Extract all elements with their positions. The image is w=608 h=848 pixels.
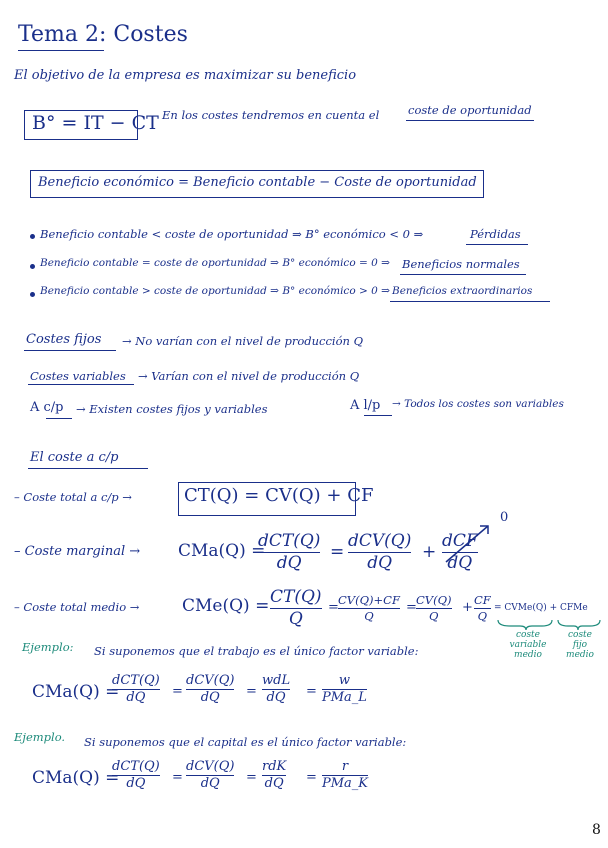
long-run-label: A l/p — [350, 398, 381, 413]
equals-sign: = — [330, 542, 345, 562]
average-end: = CVMe(Q) + CFMe — [494, 603, 588, 613]
example-2-frac-3 — [262, 760, 286, 792]
plus-sign: + — [462, 600, 473, 615]
bullet-3-underline — [390, 301, 550, 302]
equals-sign: = — [172, 770, 183, 785]
bullet-dot — [30, 234, 35, 239]
numerator: dCT(Q) — [112, 759, 160, 774]
denominator: Q — [477, 608, 488, 623]
equals-sign: = — [306, 684, 317, 699]
numerator: CT(Q) — [270, 587, 322, 607]
denominator: dQ — [200, 776, 220, 792]
average-lhs: CMe(Q) = — [182, 596, 270, 616]
numerator: rdK — [262, 759, 287, 774]
equals-sign: = — [172, 684, 183, 699]
bullet-2-underline — [400, 274, 526, 275]
example-2-frac-1 — [112, 760, 160, 792]
example-1-frac-3 — [262, 674, 290, 706]
example-1-frac-2 — [186, 674, 234, 706]
numerator: dCV(Q) — [186, 759, 235, 774]
numerator: dCF — [442, 531, 478, 551]
example-2-label: Ejemplo. — [14, 730, 66, 744]
marginal-zero: 0 — [500, 510, 509, 525]
denominator: dQ — [367, 552, 393, 573]
example-2-frac-4 — [322, 760, 368, 792]
average-cost-label: – Coste total medio → — [14, 600, 140, 614]
example-2-lhs: CMa(Q) = — [32, 768, 120, 788]
denominator: dQ — [447, 552, 473, 573]
numerator: wdL — [262, 673, 291, 688]
denominator: dQ — [266, 690, 286, 706]
b-formula: B° = IT − CT — [32, 112, 159, 134]
variable-costs-underline — [28, 384, 134, 385]
note-cfme: coste fijo medio — [566, 630, 594, 660]
short-run-underline — [46, 418, 72, 419]
denominator: dQ — [126, 776, 146, 792]
bullet-2-result: Beneficios normales — [402, 257, 520, 271]
marginal-frac-2 — [348, 532, 411, 572]
intro-text: El objetivo de la empresa es maximizar su beneficio — [14, 68, 357, 83]
note-cvme: coste variable medio — [509, 630, 547, 660]
example-2-frac-2 — [186, 760, 234, 792]
denominator: dQ — [200, 690, 220, 706]
fixed-costs-text: → No varían con el nivel de producción Q — [122, 334, 364, 348]
equals-sign: = — [246, 684, 257, 699]
bullet-2-text: Beneficio contable = coste de oportunidad ⇒ B° económico = 0 ⇒ — [40, 257, 390, 269]
numerator: r — [341, 759, 349, 774]
page-title: Tema 2: Costes — [18, 22, 188, 47]
page-number: 8 — [592, 822, 601, 838]
numerator: w — [338, 673, 351, 688]
average-frac-4 — [474, 594, 491, 622]
bullet-3-result: Beneficios extraordinarios — [392, 285, 533, 297]
numerator: dCV(Q) — [348, 531, 412, 551]
bullet-1-result: Pérdidas — [470, 227, 521, 241]
example-2-text: Si suponemos que el capital es el único factor variable: — [84, 735, 407, 749]
fixed-costs-label: Costes fijos — [26, 332, 102, 347]
denominator: dQ — [126, 690, 146, 706]
numerator: dCV(Q) — [186, 673, 235, 688]
numerator: CV(Q) — [416, 593, 452, 607]
bullet-3-text: Beneficio contable > coste de oportunidad ⇒ B° económico > 0 ⇒ — [40, 285, 390, 297]
total-cost-formula: CT(Q) = CV(Q) + CF — [184, 485, 374, 506]
average-frac-1 — [270, 588, 322, 628]
example-1-frac-4 — [322, 674, 367, 706]
equals-sign: = — [306, 770, 317, 785]
bullet-1-text: Beneficio contable < coste de oportunidad ⇒ B° económico < 0 ⇒ — [40, 227, 424, 241]
marginal-cost-label: – Coste marginal → — [14, 544, 141, 559]
equals-sign: = — [406, 600, 417, 615]
numerator: dCT(Q) — [258, 531, 321, 551]
long-run-text: → Todos los costes son variables — [392, 398, 564, 410]
denominator: PMa_K — [322, 776, 369, 792]
numerator: CV(Q)+CF — [338, 593, 400, 607]
average-frac-2 — [338, 594, 400, 622]
variable-costs-text: → Varían con el nivel de producción Q — [138, 369, 360, 383]
variable-costs-label: Costes variables — [30, 369, 126, 383]
denominator: Q — [429, 608, 439, 623]
definition-text: Beneficio económico = Beneficio contable − Coste de oportunidad — [38, 175, 477, 190]
title-underline — [18, 50, 104, 51]
marginal-lhs: CMa(Q) = — [178, 541, 266, 561]
example-1-text: Si suponemos que el trabajo es el único factor variable: — [94, 644, 419, 658]
bullet-dot — [30, 264, 35, 269]
denominator: Q — [288, 608, 303, 629]
equals-sign: = — [328, 600, 339, 615]
total-cost-label: – Coste total a c/p → — [14, 490, 132, 504]
denominator: PMa_L — [322, 690, 367, 706]
marginal-frac-1 — [258, 532, 320, 572]
numerator: CF — [474, 593, 491, 607]
numerator: dCT(Q) — [112, 673, 160, 688]
bullet-1-underline — [466, 244, 528, 245]
denominator: Q — [364, 608, 374, 623]
fixed-costs-underline — [24, 350, 116, 351]
average-frac-3 — [416, 594, 452, 622]
plus-sign: + — [422, 542, 437, 562]
short-run-text: → Existen costes fijos y variables — [76, 402, 268, 416]
bullet-dot — [30, 292, 35, 297]
section-underline — [28, 468, 148, 469]
cost-note-link: coste de oportunidad — [408, 103, 532, 117]
long-run-underline — [364, 415, 392, 416]
example-1-frac-1 — [112, 674, 160, 706]
equals-sign: = — [246, 770, 257, 785]
short-run-label: A c/p — [30, 400, 64, 415]
strike-arrow-icon — [442, 518, 502, 568]
section-heading: El coste a c/p — [30, 450, 119, 465]
brace-icon — [496, 618, 606, 630]
denominator: dQ — [276, 552, 302, 573]
denominator: dQ — [264, 776, 284, 792]
cost-note-underline — [406, 120, 534, 121]
example-1-label: Ejemplo: — [22, 640, 74, 654]
example-1-lhs: CMa(Q) = — [32, 682, 120, 702]
cost-note: En los costes tendremos en cuenta el — [162, 108, 380, 122]
